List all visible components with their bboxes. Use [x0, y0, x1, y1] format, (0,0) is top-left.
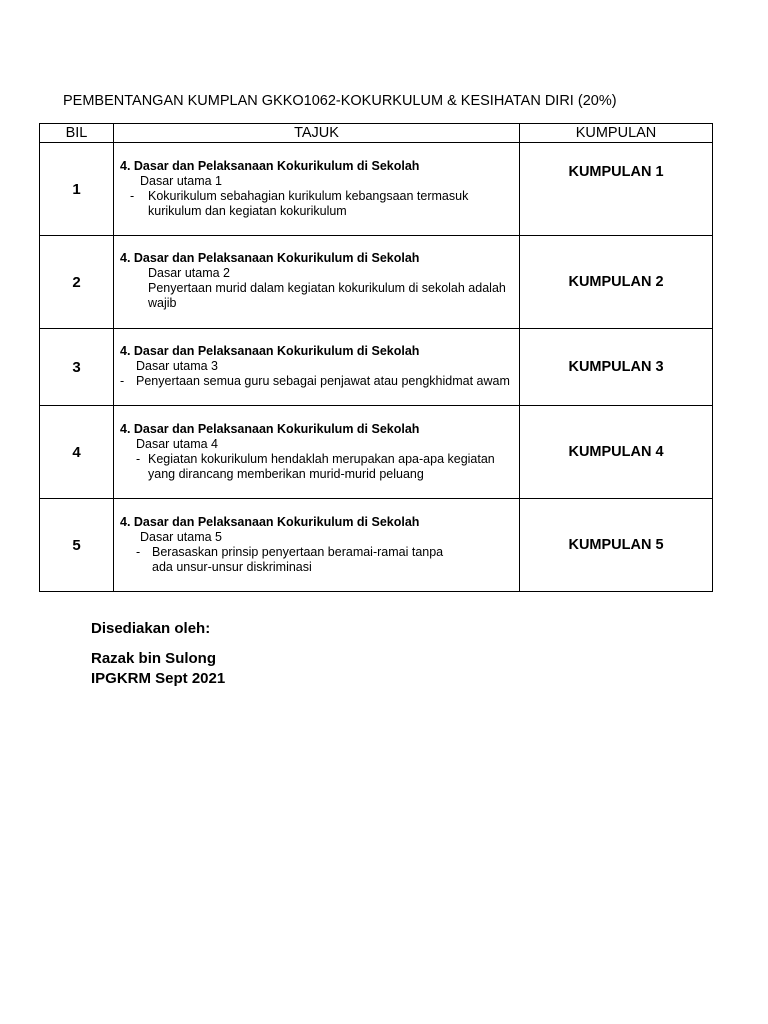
group-cell [520, 143, 713, 236]
group-cell [520, 329, 713, 406]
topic-cell [114, 499, 520, 592]
group-label: KUMPULAN 3 [568, 359, 664, 375]
group-label: KUMPULAN 1 [568, 164, 664, 180]
topic-heading: 4. Dasar dan Pelaksanaan Kokurikulum di Sekolah [120, 251, 420, 265]
topic-subtitle: Dasar utama 1 [140, 174, 222, 188]
topic-heading: 4. Dasar dan Pelaksanaan Kokurikulum di Sekolah [120, 422, 420, 436]
row-number: 4 [40, 406, 114, 499]
topic-cell [114, 329, 520, 406]
topic-heading: 4. Dasar dan Pelaksanaan Kokurikulum di Sekolah [120, 344, 420, 358]
table-row [40, 406, 713, 499]
bullet-dash: - [136, 545, 141, 559]
topic-detail: Kegiatan kokurikulum hendaklah merupakan apa-apa kegiatan yang dirancang memberikan murid-murid peluang [148, 452, 495, 481]
topic-detail: Penyertaan semua guru sebagai penjawat atau pengkhidmat awam [136, 374, 510, 388]
prepared-by-label: Disediakan oleh: [91, 620, 211, 637]
topic-detail: Berasaskan prinsip penyertaan beramai-ramai tanpa ada unsur-unsur diskriminasi [152, 545, 444, 574]
topic-subtitle: Dasar utama 2 [148, 266, 230, 280]
topic-detail: Penyertaan murid dalam kegiatan kokurikulum di sekolah adalah wajib [148, 281, 506, 310]
topic-cell [114, 143, 520, 236]
bullet-dash: - [136, 452, 141, 466]
document-title: PEMBENTANGAN KUMPLAN GKKO1062-KOKURKULUM & KESIHATAN DIRI (20%) [63, 93, 617, 109]
topic-heading: 4. Dasar dan Pelaksanaan Kokurikulum di Sekolah [120, 159, 420, 173]
author-organization: IPGKRM Sept 2021 [91, 670, 226, 687]
topic-cell [114, 406, 520, 499]
presentation-table [39, 123, 713, 592]
group-label: KUMPULAN 4 [568, 444, 664, 460]
table-row [40, 236, 713, 329]
topic-detail: Kokurikulum sebahagian kurikulum kebangsaan termasuk kurikulum dan kegiatan kokurikulum [148, 189, 469, 218]
group-label: KUMPULAN 2 [568, 274, 664, 290]
topic-subtitle: Dasar utama 3 [136, 359, 218, 373]
topic-cell [114, 236, 520, 329]
header-bil: BIL [40, 124, 114, 143]
topic-subtitle: Dasar utama 5 [140, 530, 222, 544]
header-tajuk: TAJUK [114, 124, 520, 143]
row-number: 5 [40, 499, 114, 592]
bullet-dash: - [120, 374, 125, 388]
author-name: Razak bin Sulong [91, 650, 217, 667]
table-row [40, 143, 713, 236]
row-number: 3 [40, 329, 114, 406]
topic-subtitle: Dasar utama 4 [136, 437, 218, 451]
table-row [40, 329, 713, 406]
table-header-row [40, 124, 713, 143]
group-label: KUMPULAN 5 [568, 537, 664, 553]
table-row [40, 499, 713, 592]
topic-heading: 4. Dasar dan Pelaksanaan Kokurikulum di Sekolah [120, 515, 420, 529]
group-cell [520, 236, 713, 329]
group-cell [520, 499, 713, 592]
group-cell [520, 406, 713, 499]
header-kumpulan: KUMPULAN [520, 124, 713, 143]
row-number: 2 [40, 236, 114, 329]
row-number: 1 [40, 143, 114, 236]
bullet-dash: - [130, 189, 135, 203]
